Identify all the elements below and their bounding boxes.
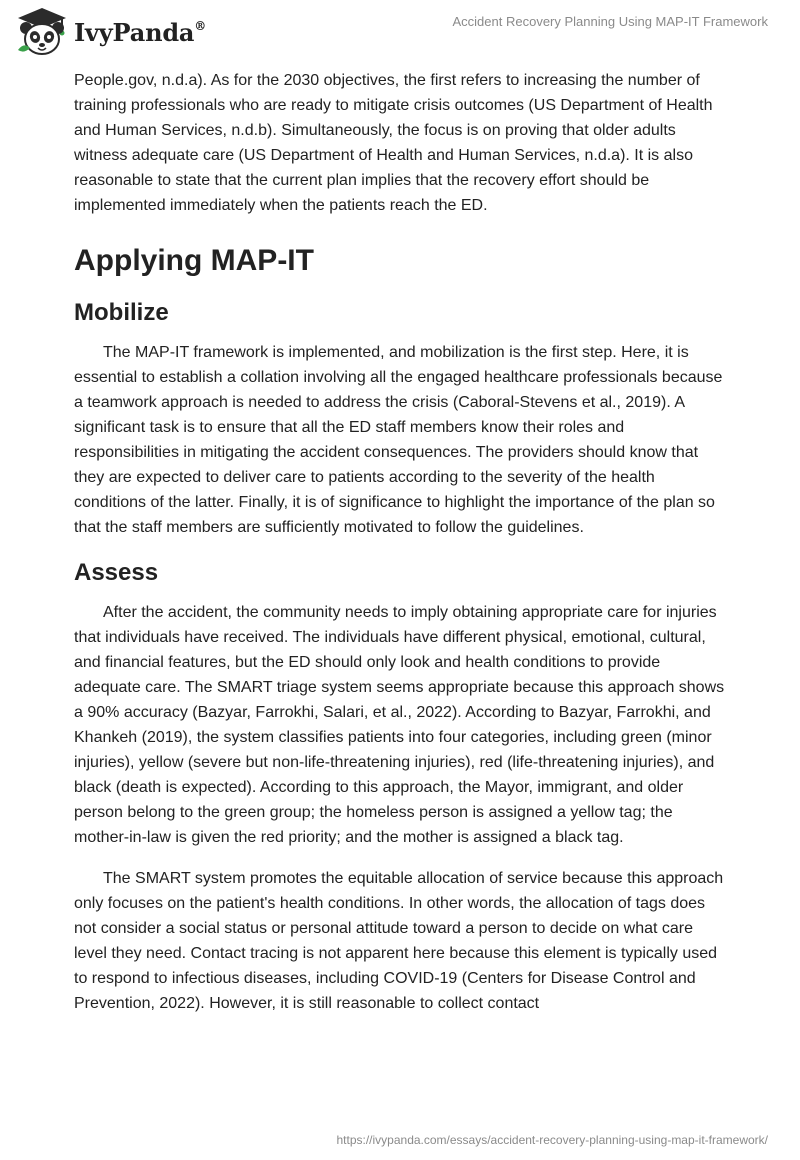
document-title: Accident Recovery Planning Using MAP-IT Framework (452, 14, 768, 29)
mobilize-paragraph: The MAP-IT framework is implemented, and mobilization is the first step. Here, it is essential to establish a collation involving all the engaged healthcare professionals because a teamwork approach is needed to address the crisis (Caboral-Stevens et al., 2019). A significant task is to ensure that all the ED staff members know their roles and responsibilities in mitigating the accident consequences. The providers should know that they are expected to deliver care to patients according to the severity of the health conditions of the latter. Finally, it is of significance to highlight the importance of the plan so that the staff members are sufficiently motivated to follow the guidelines. (74, 344, 723, 536)
footer-url[interactable]: https://ivypanda.com/essays/accident-recovery-planning-using-map-it-framework/ (336, 1133, 768, 1147)
assess-paragraph-2: The SMART system promotes the equitable allocation of service because this approach only focuses on the patient's health conditions. In other words, the allocation of tags does not consider a social status or personal attitude toward a person to decide on what care level they need. Contact tracing is not apparent here because this element is typically used to respond to infectious diseases, including COVID-19 (Centers for Disease Control and Prevention, 2022). However, it is still reasonable to collect contact (74, 870, 724, 1012)
section-heading-applying-map-it: Applying MAP-IT (74, 244, 314, 277)
intro-paragraph: People.gov, n.d.a). As for the 2030 objectives, the first refers to increasing the number of training professionals who are ready to mitigate crisis outcomes (US Department of Health and Human Services, n.d.b). Simultaneously, the focus is on proving that older adults witness adequate care (US Department of Health and Human Services, n.d.a). It is also reasonable to state that the current plan implies that the recovery effort should be implemented immediately when the patients reach the ED. (74, 72, 713, 214)
essay-content (74, 68, 726, 1032)
subsection-heading-mobilize: Mobilize (74, 299, 169, 326)
assess-paragraph-1: After the accident, the community needs to imply obtaining appropriate care for injuries that individuals have received. The individuals have different physical, emotional, cultural, and financial features, but the ED should only look and health conditions to provide adequate care. The SMART triage system seems appropriate because this approach shows a 90% accuracy (Bazyar, Farrokhi, Salari, et al., 2022). According to Bazyar, Farrokhi, and Khankeh (2019), the system classifies patients into four categories, including green (minor injuries), yellow (severe but non-life-threatening injuries), red (life-threatening injuries), and black (death is expected). According to this approach, the Mayor, immigrant, and older person belong to the green group; the homeless person is assigned a yellow tag; the mother-in-law is given the red priority; and the mother is assigned a black tag. (74, 604, 725, 846)
panda-logo-icon (14, 6, 70, 58)
page-header (0, 0, 800, 64)
brand-name: IvyPanda® (74, 17, 207, 47)
logo[interactable] (14, 6, 206, 58)
subsection-heading-assess: Assess (74, 559, 159, 586)
